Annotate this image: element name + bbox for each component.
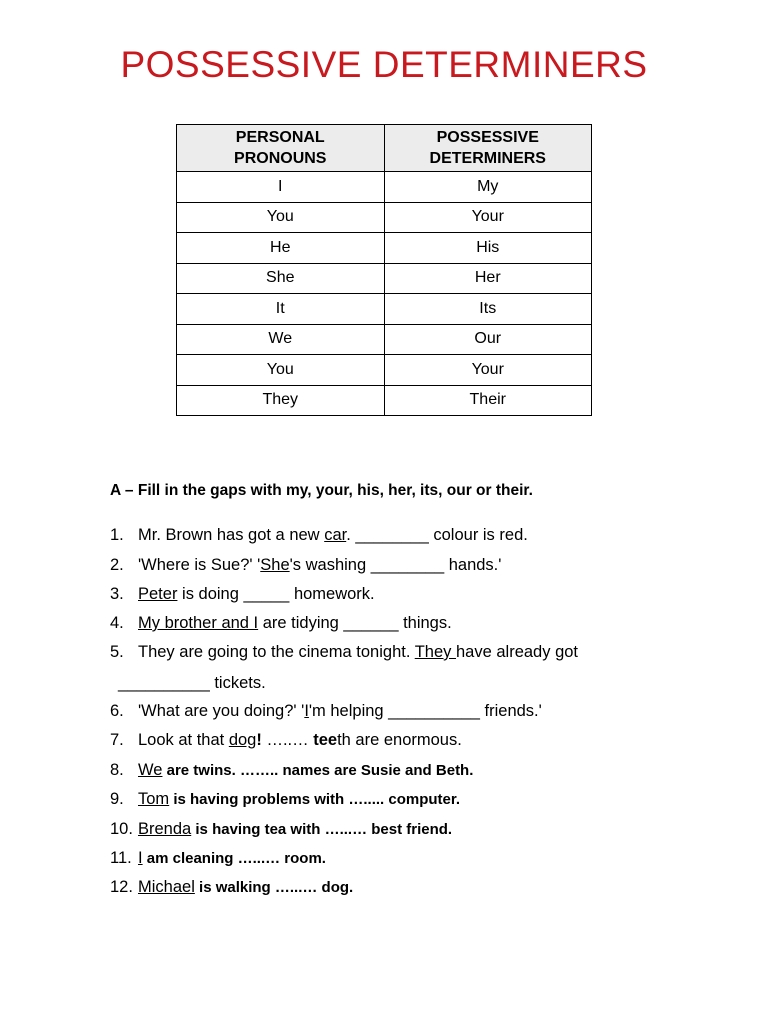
- table-row: [177, 172, 592, 203]
- pronoun-table: [176, 124, 592, 416]
- item-text: [138, 643, 578, 662]
- table-cell: My: [384, 172, 592, 203]
- item-number: 2.: [110, 556, 124, 574]
- text-part: !: [256, 731, 267, 749]
- item-text: [138, 731, 462, 750]
- underlined-word: Brenda: [138, 820, 192, 838]
- list-item-continuation: __________ tickets.: [118, 674, 266, 692]
- table-cell: You: [177, 202, 385, 233]
- underlined-word: I: [138, 849, 143, 867]
- table-row: [177, 202, 592, 233]
- text-part: Look at that: [138, 731, 229, 749]
- table-cell: Its: [384, 294, 592, 325]
- column-header-possessive-determiners: [384, 125, 592, 172]
- item-number: 7.: [110, 731, 124, 749]
- table-cell: He: [177, 233, 385, 264]
- text-part: are twins. …….. names are Susie and Beth.: [162, 762, 474, 779]
- text-part: . ________ colour is red.: [346, 526, 528, 544]
- header-line: PRONOUNS: [234, 150, 327, 167]
- text-part: th are enormous.: [337, 731, 462, 749]
- table-cell: I: [177, 172, 385, 203]
- item-text: [138, 585, 375, 604]
- item-number: 1.: [110, 526, 124, 544]
- table-cell: They: [177, 385, 385, 416]
- item-number: 6.: [110, 702, 124, 720]
- text-part: have already got: [456, 643, 579, 661]
- text-part: Mr. Brown has got a new: [138, 526, 325, 544]
- item-text: [138, 790, 460, 809]
- table-cell: Your: [384, 202, 592, 233]
- table-cell: It: [177, 294, 385, 325]
- underlined-word: Michael: [138, 878, 195, 896]
- text-part: am cleaning …...… room.: [142, 850, 326, 867]
- text-part: is having tea with …...… best friend.: [191, 821, 453, 838]
- table-row: [177, 294, 592, 325]
- item-number: 8.: [110, 761, 124, 779]
- text-part: 'What are you doing?' ': [138, 702, 305, 720]
- underlined-word: Peter: [138, 585, 178, 603]
- text-part: is walking …...… dog.: [194, 879, 354, 896]
- table-cell: Our: [384, 324, 592, 355]
- item-text: [138, 849, 326, 868]
- underlined-word: She: [260, 556, 290, 574]
- item-text: [138, 878, 353, 897]
- header-line: DETERMINERS: [429, 150, 546, 167]
- item-number: 4.: [110, 614, 124, 632]
- underlined-word: They: [414, 643, 456, 661]
- table-row: [177, 355, 592, 386]
- page-title: POSSESSIVE DETERMINERS: [120, 44, 648, 85]
- text-part: 'm helping __________ friends.': [308, 702, 542, 720]
- header-line: POSSESSIVE: [436, 129, 539, 146]
- item-text: [138, 614, 452, 633]
- table-row: [177, 263, 592, 294]
- table-cell: Their: [384, 385, 592, 416]
- item-text: [138, 761, 473, 780]
- table-cell: His: [384, 233, 592, 264]
- text-part: is doing _____ homework.: [177, 585, 375, 603]
- item-number: 11.: [110, 849, 132, 867]
- table-cell: She: [177, 263, 385, 294]
- item-number: 12.: [110, 878, 133, 896]
- text-part: are tidying ______ things.: [258, 614, 452, 632]
- table-cell: Her: [384, 263, 592, 294]
- text-part: is having problems with …..... computer.: [169, 791, 461, 808]
- text-part: They are going to the cinema tonight.: [138, 643, 415, 661]
- table-header-row: [177, 125, 592, 172]
- item-text: [138, 702, 542, 721]
- underlined-word: My brother and I: [138, 614, 259, 632]
- underlined-word: I: [304, 702, 309, 720]
- underlined-word: Tom: [138, 790, 170, 808]
- table-cell: You: [177, 355, 385, 386]
- text-part: 'Where is Sue?' ': [138, 556, 261, 574]
- item-number: 10.: [110, 820, 133, 838]
- item-text: [138, 556, 501, 575]
- underlined-word: We: [138, 761, 163, 779]
- exercise-instruction: A – Fill in the gaps with my, your, his, her, its, our or their.: [110, 482, 533, 499]
- underlined-word: car: [324, 526, 347, 544]
- text-part: tee: [313, 731, 338, 749]
- column-header-personal-pronouns: [177, 125, 385, 172]
- underlined-word: dog: [228, 731, 257, 749]
- table-row: [177, 324, 592, 355]
- text-part: 's washing ________ hands.': [289, 556, 502, 574]
- item-number: 3.: [110, 585, 124, 603]
- item-text: [138, 526, 528, 545]
- text-part: …..…: [266, 731, 314, 749]
- item-number: 5.: [110, 643, 124, 661]
- table-cell: Your: [384, 355, 592, 386]
- table-cell: We: [177, 324, 385, 355]
- item-number: 9.: [110, 790, 124, 808]
- item-text: [138, 820, 452, 839]
- table-row: [177, 233, 592, 264]
- table-row: [177, 385, 592, 416]
- header-line: PERSONAL: [235, 129, 325, 146]
